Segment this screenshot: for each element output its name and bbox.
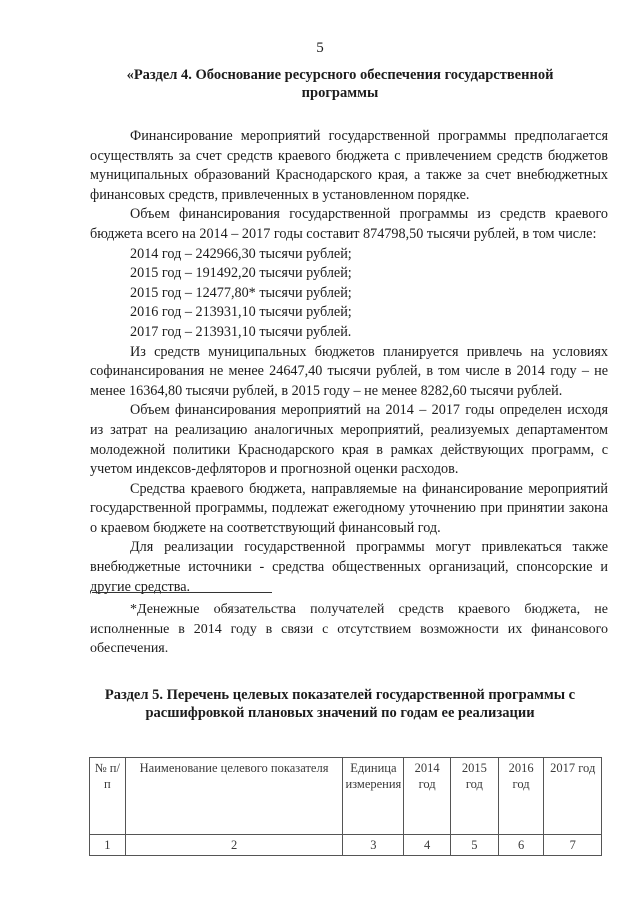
indicators-table xyxy=(89,757,602,856)
section4-title: «Раздел 4. Обоснование ресурсного обеспечения государственной программы xyxy=(126,67,554,101)
footnote-divider xyxy=(92,592,272,593)
paragraph: Из средств муниципальных бюджетов планируется привлечь на условиях софинансирования не менее 24647,40 тысячи рублей, в том числе в 2014 году – не менее 16364,80 тысячи рублей, в 2015 году – не менее 8282,60 тысячи рублей. xyxy=(90,343,608,399)
table-header-cell: 2014 год xyxy=(404,758,451,835)
year-item: 2015 год – 12477,80* тысячи рублей; xyxy=(130,284,352,301)
table-header-row xyxy=(90,758,602,835)
table-cell: 7 xyxy=(544,835,602,856)
paragraph: Финансирование мероприятий государственной программы предполагается осуществлять за счет средств краевого бюджета с привлечением средств бюджетов муниципальных образований Краснодарского края, а также за счет внебюджетных финансовых средств, привлеченных в установленном порядке. xyxy=(90,128,608,203)
table-cell: 2 xyxy=(125,835,343,856)
table-header-cell: 2017 год xyxy=(544,758,602,835)
year-item: 2016 год – 213931,10 тысячи рублей; xyxy=(130,304,352,321)
year-item: 2015 год – 191492,20 тысячи рублей; xyxy=(130,265,352,282)
table-header-cell: Единица измерения xyxy=(343,758,404,835)
table-cell: 1 xyxy=(90,835,126,856)
paragraph: Объем финансирования мероприятий на 2014 – 2017 годы определен исходя из затрат на реализацию аналогичных мероприятий, реализуемых департаментом молодежной политики Краснодарского края в рамках действующих программ, с учетом индексов-дефляторов и прогнозной оценки расходов. xyxy=(90,402,608,478)
table-header-cell: 2015 год xyxy=(451,758,499,835)
table-cell: 4 xyxy=(404,835,451,856)
footnote: *Денежные обязательства получателей средств краевого бюджета, не исполненные в 2014 году в связи с отсутствием возможности их финансового обеспечения. xyxy=(90,602,608,657)
page-number: 5 xyxy=(316,40,324,56)
paragraph: Для реализации государственной программы могут привлекаться также внебюджетные источники - средства общественных организаций, спонсорские и другие средства. xyxy=(90,539,608,595)
paragraph: Средства краевого бюджета, направляемые на финансирование мероприятий государственной программы, подлежат ежегодному уточнению при принятии закона о краевом бюджете на соответствующий финансовый год. xyxy=(90,480,608,536)
table-header-cell: Наименование целевого показателя xyxy=(125,758,343,835)
year-item: 2017 год – 213931,10 тысячи рублей. xyxy=(130,323,352,340)
table-header-cell: 2016 год xyxy=(498,758,544,835)
table-header-cell: № п/п xyxy=(90,758,126,835)
table-cell: 5 xyxy=(451,835,499,856)
section4-body xyxy=(90,127,608,597)
paragraph: Объем финансирования государственной программы из средств краевого бюджета всего на 2014 – 2017 годы составит 874798,50 тысячи рублей, в том числе: xyxy=(90,206,608,242)
section5-title: Раздел 5. Перечень целевых показателей государственной программы с расшифровкой плановых значений по годам ее реализации xyxy=(104,687,576,721)
table-cell: 6 xyxy=(498,835,544,856)
table-cell: 3 xyxy=(343,835,404,856)
year-item: 2014 год – 242966,30 тысячи рублей; xyxy=(130,245,352,262)
table-row xyxy=(90,835,602,856)
